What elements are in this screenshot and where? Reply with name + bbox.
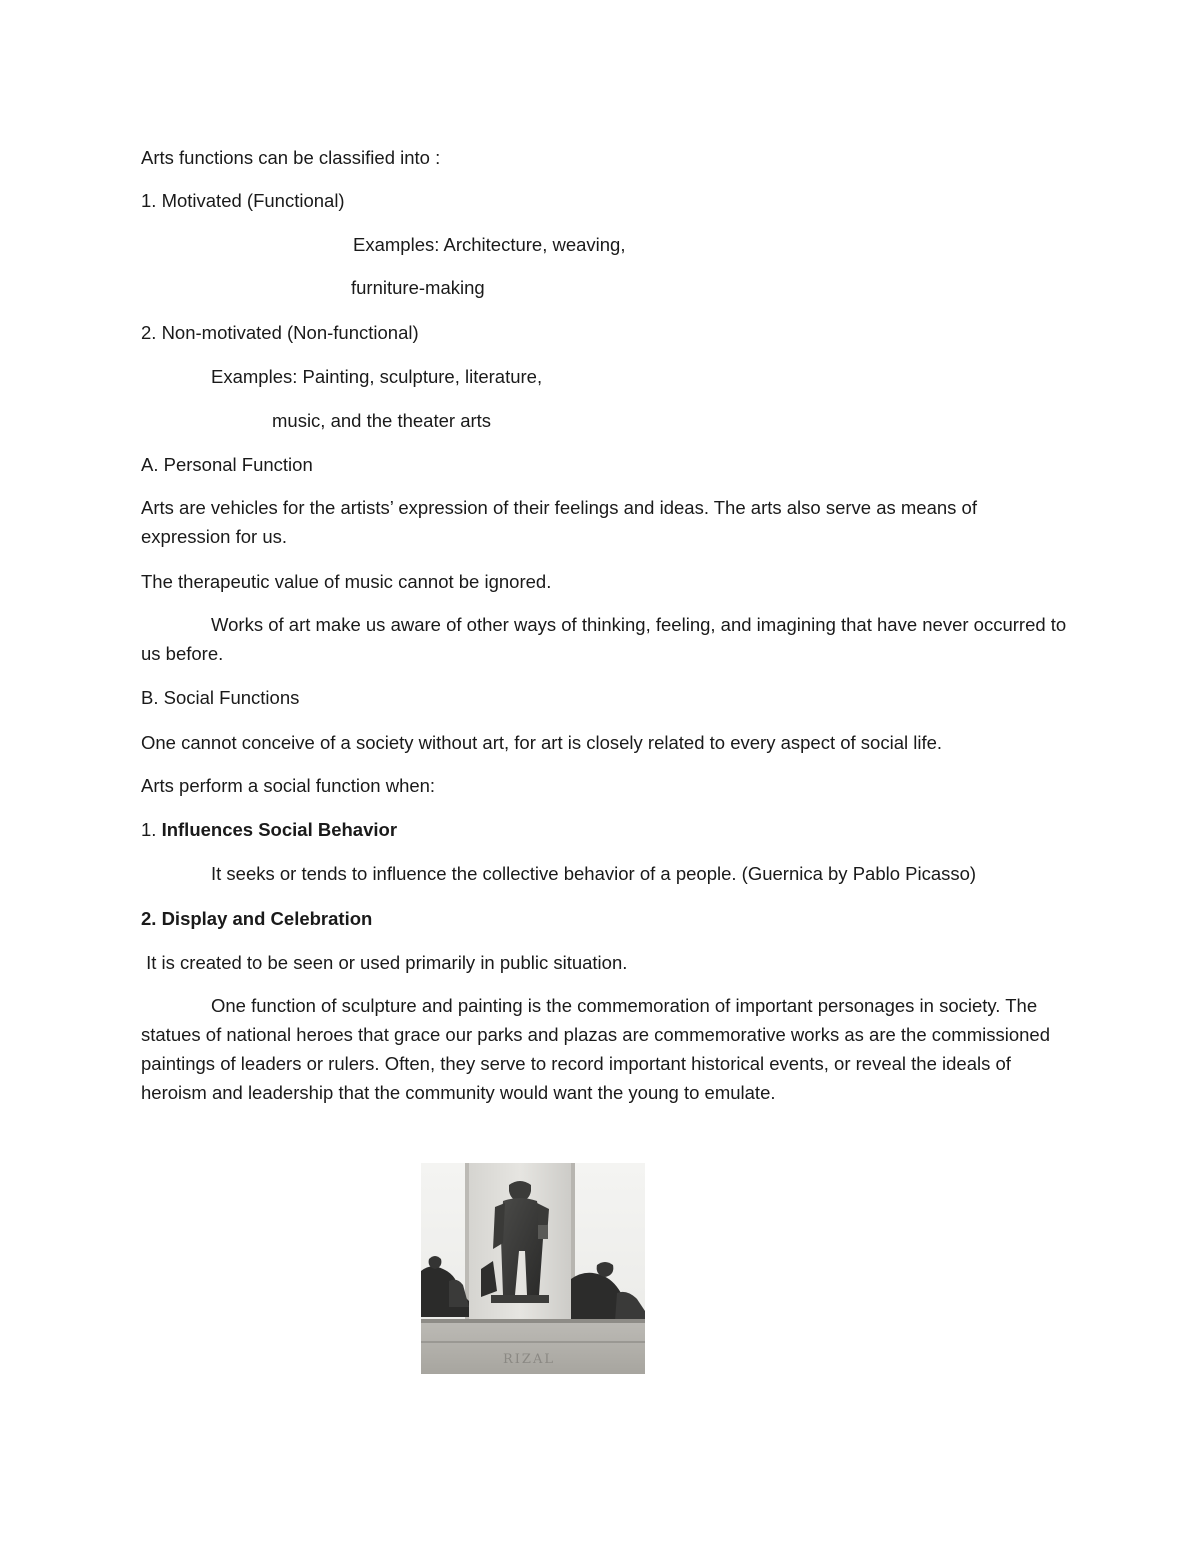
rizal-monument-photo <box>421 1163 645 1374</box>
influences-social-behavior-text: It seeks or tends to influence the collective behavior of a people. (Guernica by Pablo Picasso) <box>211 863 977 884</box>
social-functions-heading: B. Social Functions <box>141 687 300 708</box>
display-celebration-text: It is created to be seen or used primarily in public situation. <box>141 952 628 973</box>
personal-function-paragraph: Arts are vehicles for the artists’ expression of their feelings and ideas. The arts also serve as means of expression for us. <box>141 497 977 547</box>
personal-function-heading: A. Personal Function <box>141 454 313 475</box>
non-motivated-heading: 2. Non-motivated (Non-functional) <box>141 322 419 343</box>
commemoration-paragraph: One function of sculpture and painting is the commemoration of important personages in society. The statues of national heroes that grace our parks and plazas are commemorative works as are the commissioned paintings of leaders or rulers. Often, they serve to record important historical events, or reveal the ideals of heroism and leadership that the community would want the young to emulate. <box>141 995 1051 1103</box>
display-celebration-heading: 2. Display and Celebration <box>141 908 373 929</box>
motivated-heading: 1. Motivated (Functional) <box>141 190 345 211</box>
monument-inscription: RIZAL <box>503 1352 555 1367</box>
intro-text: Arts functions can be classified into : <box>141 147 441 168</box>
non-motivated-examples-line2: music, and the theater arts <box>272 410 492 431</box>
non-motivated-examples-line1: Examples: Painting, sculpture, literature, <box>211 366 543 387</box>
motivated-examples-line2: furniture-making <box>351 277 485 298</box>
item-number: 1. <box>141 819 157 840</box>
motivated-examples-line1: Examples: Architecture, weaving, <box>353 234 626 255</box>
therapeutic-value-text: The therapeutic value of music cannot be ignored. <box>141 571 552 592</box>
influences-social-behavior-heading <box>141 815 397 844</box>
social-functions-paragraph: One cannot conceive of a society without art, for art is closely related to every aspect of social life. <box>141 732 943 753</box>
works-of-art-paragraph: Works of art make us aware of other ways of thinking, feeling, and imagining that have never occurred to us before. <box>141 614 1067 664</box>
social-function-when-text: Arts perform a social function when: <box>141 775 436 796</box>
item-title: Influences Social Behavior <box>161 819 398 840</box>
